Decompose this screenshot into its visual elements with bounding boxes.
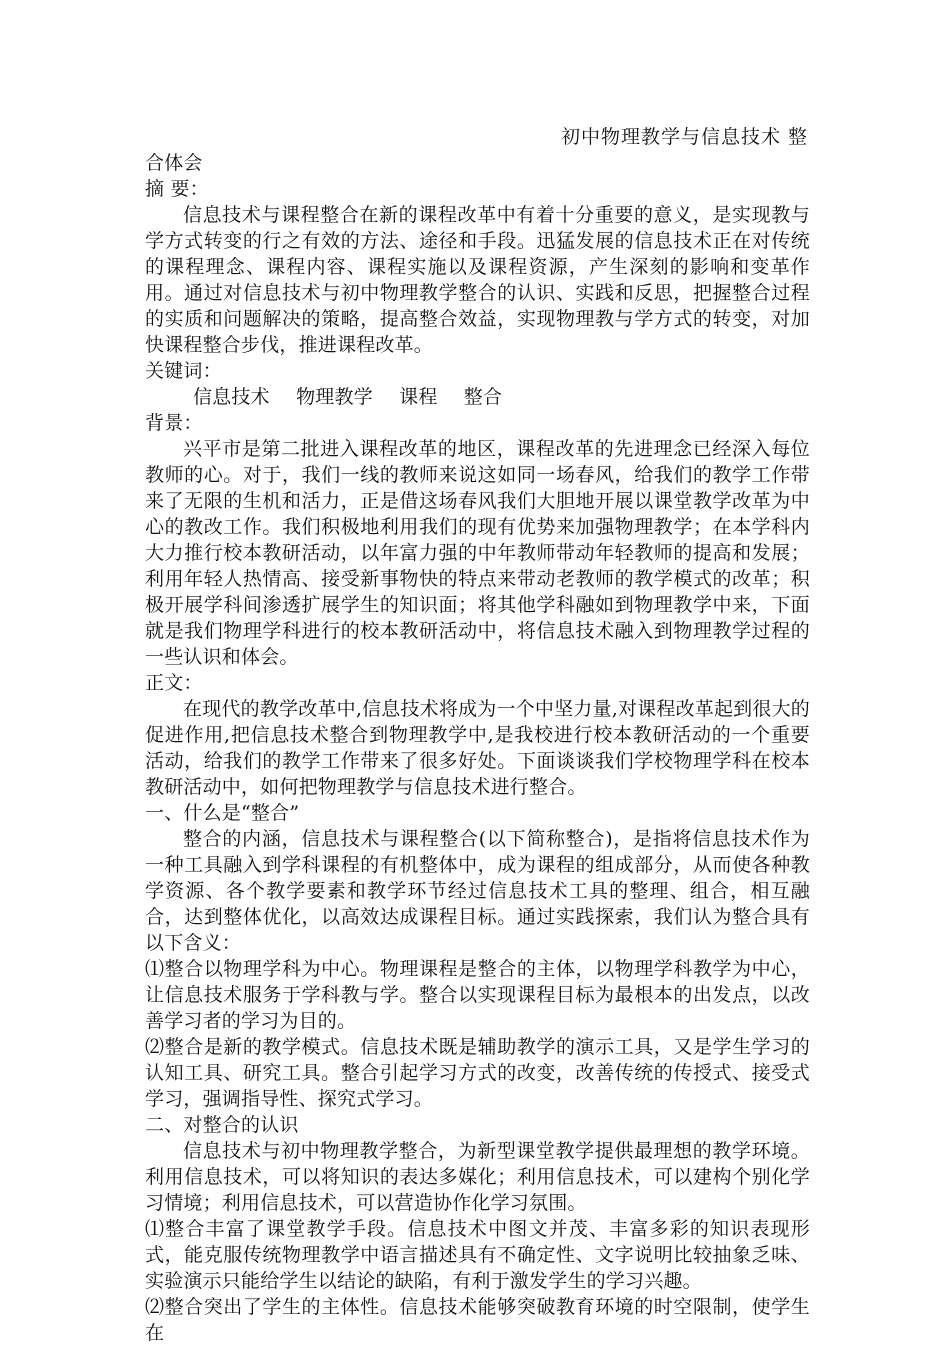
section1-point2: ⑵整合是新的教学模式。信息技术既是辅助教学的演示工具，又是学生学习的认知工具、研究工具。整合引起学习方式的改变，改善传统的传授式、接受式学习，强调指导性、探究式学习。 bbox=[145, 1036, 810, 1110]
body-label: 正文： bbox=[145, 672, 203, 694]
keywords-label: 关键词： bbox=[145, 360, 222, 382]
section1-intro: 整合的内涵，信息技术与课程整合(以下简称整合)，是指将信息技术作为一种工具融入到学科课程的有机整体中，成为课程的组成部分，从而使各种教学资源、各个教学要素和教学环节经过信息技术工具的整理、组合，相互融合，达到整体优化，以高效达成课程目标。通过实践探索，我们认为整合具有以下含义： bbox=[145, 828, 810, 954]
keyword-item: 信息技术 bbox=[193, 386, 270, 408]
keywords-list bbox=[145, 384, 810, 410]
document-page bbox=[145, 124, 810, 1346]
keyword-item: 物理教学 bbox=[296, 386, 373, 408]
section1-heading: 一、什么是“整合” bbox=[145, 802, 300, 824]
background-label: 背景： bbox=[145, 412, 203, 434]
section2-point1: ⑴整合丰富了课堂教学手段。信息技术中图文并茂、丰富多彩的知识表现形式，能克服传统物理教学中语言描述具有不确定性、文字说明比较抽象乏味、实验演示只能给学生以结论的缺陷，有利于激发学生的学习兴趣。 bbox=[145, 1218, 810, 1292]
abstract-text: 信息技术与课程整合在新的课程改革中有着十分重要的意义，是实现教与学方式转变的行之有效的方法、途径和手段。迅猛发展的信息技术正在对传统的课程理念、课程内容、课程实施以及课程资源，产生深刻的影响和变革作用。通过对信息技术与初中物理教学整合的认识、实践和反思，把握整合过程的实质和问题解决的策略，提高整合效益，实现物理教与学方式的转变，对加快课程整合步伐，推进课程改革。 bbox=[145, 204, 810, 356]
keyword-item: 课程 bbox=[399, 386, 438, 408]
body-text: 在现代的教学改革中,信息技术将成为一个中坚力量,对课程改革起到很大的促进作用,把信息技术整合到物理教学中,是我校进行校本教研活动的一个重要活动，给我们的教学工作带来了很多好处。下面谈谈我们学校物理学科在校本教研活动中，如何把物理教学与信息技术进行整合。 bbox=[145, 698, 810, 798]
section2-point2: ⑵整合突出了学生的主体性。信息技术能够突破教育环境的时空限制，使学生在 bbox=[145, 1296, 810, 1344]
document-title-line2: 合体会 bbox=[145, 152, 203, 174]
section2-heading: 二、对整合的认识 bbox=[145, 1114, 299, 1136]
document-title-line1: 初中物理教学与信息技术 整 bbox=[560, 126, 808, 148]
section1-point1: ⑴整合以物理学科为中心。物理课程是整合的主体，以物理学科教学为中心，让信息技术服务于学科教与学。整合以实现课程目标为最根本的出发点，以改善学习者的学习为目的。 bbox=[145, 958, 810, 1032]
keyword-item: 整合 bbox=[463, 386, 503, 408]
section2-intro: 信息技术与初中物理教学整合，为新型课堂教学提供最理想的教学环境。利用信息技术，可以将知识的表达多媒化；利用信息技术，可以建构个别化学习情境；利用信息技术，可以营造协作化学习氛围。 bbox=[145, 1140, 810, 1214]
background-text: 兴平市是第二批进入课程改革的地区，课程改革的先进理念已经深入每位教师的心。对于，我们一线的教师来说这如同一场春风，给我们的教学工作带来了无限的生机和活力，正是借这场春风我们大胆地开展以课堂教学改革为中心的教改工作。我们积极地利用我们的现有优势来加强物理教学；在本学科内大力推行校本教研活动，以年富力强的中年教师带动年轻教师的提高和发展；利用年轻人热情高、接受新事物快的特点来带动老教师的教学模式的改革；积极开展学科间渗透扩展学生的知识面；将其他学科融如到物理教学中来，下面就是我们物理学科进行的校本教研活动中，将信息技术融入到物理教学过程的一些认识和体会。 bbox=[145, 438, 810, 668]
abstract-label: 摘 要： bbox=[145, 178, 209, 200]
